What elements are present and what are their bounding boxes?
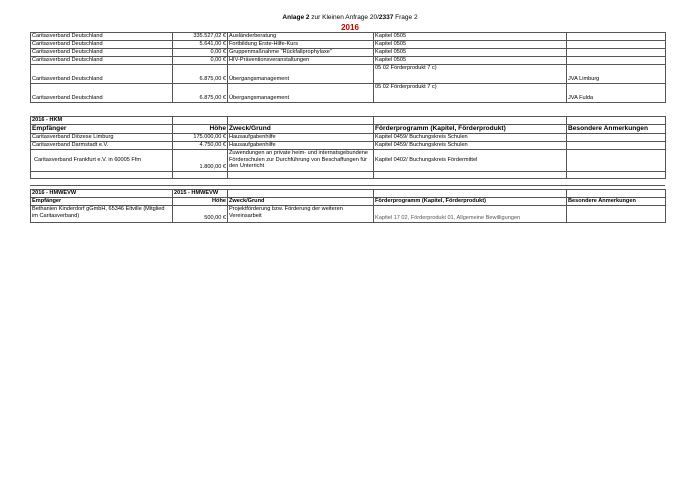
column-header-foerder: Förderprogramm (Kapitel, Förderprodukt) <box>374 125 567 134</box>
header-row <box>31 198 666 206</box>
cell-anm <box>567 57 666 65</box>
cell-hoehe: 175.000,00 € <box>173 134 228 142</box>
section-title-hkm: 2016 - HKM <box>31 117 173 125</box>
cell-foerder: Kapitel 0505 <box>374 57 567 65</box>
cell-anm: JVA Limburg <box>567 65 666 84</box>
cell-empfaenger: Caritasverband Deutschland <box>31 33 173 41</box>
table-row <box>31 206 666 223</box>
cell-zweck: Hausaufgabenhilfe <box>228 142 374 150</box>
column-header-zweck: Zweck/Grund <box>228 125 374 134</box>
cell-hoehe: 4.750,00 € <box>173 142 228 150</box>
cell-empfaenger: Caritasverband Deutschland <box>31 49 173 57</box>
section-title-hmwevw-2015: 2015 - HMWEVW <box>173 190 228 198</box>
cell-empfaenger: Caritasverband Deutschland <box>31 41 173 49</box>
cell-zweck: Fortbildung Erste-Hilfe-Kurs <box>228 41 374 49</box>
cell-zweck: HIV-Präventionsveranstaltungen <box>228 57 374 65</box>
column-header-hoehe: Höhe <box>173 125 228 134</box>
header-number: 2337 <box>378 14 394 21</box>
cell-anm <box>567 150 666 172</box>
cell-foerder: Kapitel 0505 <box>374 49 567 57</box>
cell-anm <box>567 41 666 49</box>
cell-zweck: Projektförderung bzw. Förderung der weiteren Vereinsarbeit <box>228 206 374 223</box>
cell-foerder: Kapitel 0459/ Buchungskreis Schulen <box>374 134 567 142</box>
cell-anm: JVA Fulda <box>567 84 666 103</box>
cell-anm <box>567 134 666 142</box>
header-middle: zur Kleinen Anfrage 20/ <box>309 14 379 21</box>
cell-empfaenger: Caritasverband Frankfurt e.V. in 60005 Ffm <box>31 150 173 172</box>
column-header-hoehe: Höhe <box>173 198 228 206</box>
cell-hoehe: 0,00 € <box>173 49 228 57</box>
table-row <box>31 142 666 150</box>
cell-hoehe: 6.875,00 € <box>173 84 228 103</box>
cell-foerder: 05 02 Förderprodukt 7 c) <box>374 65 567 84</box>
cell-zweck: Übergangsmanagement <box>228 65 374 84</box>
cell-empfaenger: Caritasverband Deutschland <box>31 57 173 65</box>
cell-empfaenger: Caritasverband Deutschland <box>31 84 173 103</box>
section-title-hmwevw-2016: 2016 - HMWEVW <box>31 190 173 198</box>
header-prefix: Anlage 2 <box>282 14 310 21</box>
document-header <box>0 14 700 21</box>
cell-anm <box>567 142 666 150</box>
cell-anm <box>567 206 666 223</box>
cell-foerder: Kapitel 0402/ Buchungskreis Fördermittel <box>374 150 567 172</box>
cell-hoehe: 0,00 € <box>173 57 228 65</box>
cell-hoehe: 500,00 € <box>173 206 228 223</box>
cell-hoehe: 1.800,00 € <box>173 150 228 172</box>
cell-zweck: Gruppenmaßnahme "Rückfallprophylaxe" <box>228 49 374 57</box>
cell-foerder: Kapitel 0505 <box>374 41 567 49</box>
table-row <box>31 84 666 103</box>
cell-foerder: Kapitel 0459/ Buchungskreis Schulen <box>374 142 567 150</box>
year-title: 2016 <box>341 23 359 32</box>
cell-anm <box>567 33 666 41</box>
cell-anm <box>567 49 666 57</box>
cell-empfaenger: Bethanien Kinderdorf gGmbH, 65346 Eltville (Mitglied im Caritasverband) <box>31 206 173 223</box>
divider <box>30 185 665 186</box>
cell-empfaenger: Caritasverband Darmstadt e.V. <box>31 142 173 150</box>
column-header-empfaenger: Empfänger <box>31 125 173 134</box>
table-row <box>31 33 666 41</box>
cell-foerder: Kapitel 17 02, Förderprodukt 01, Allgemeine Bewilligungen <box>374 206 567 223</box>
section-row <box>31 190 666 198</box>
cell-hoehe: 5.641,00 € <box>173 41 228 49</box>
table-caritas-deutschland <box>30 32 666 103</box>
table-hkm <box>30 116 666 179</box>
spacer-row <box>31 172 666 179</box>
section-row <box>31 117 666 125</box>
table-row <box>31 65 666 84</box>
column-header-anm: Besondere Anmerkungen <box>567 125 666 134</box>
table-row <box>31 134 666 142</box>
header-row <box>31 125 666 134</box>
cell-zweck: Übergangsmanagement <box>228 84 374 103</box>
table-row <box>31 57 666 65</box>
table-row <box>31 150 666 172</box>
header-suffix: Frage 2 <box>393 14 418 21</box>
column-header-empfaenger: Empfänger <box>31 198 173 206</box>
cell-hoehe: 6.875,00 € <box>173 65 228 84</box>
cell-zweck: Hausaufgabenhilfe <box>228 134 374 142</box>
table-hmwevw <box>30 189 666 223</box>
cell-empfaenger: Caritasverband Diözese Limburg <box>31 134 173 142</box>
table-row <box>31 41 666 49</box>
table-row <box>31 49 666 57</box>
cell-zweck: Zuwendungen an private heim- und internatsgebundene Förderschulen zur Durchführung von Beschaffungen für den Unterricht <box>228 150 374 172</box>
cell-zweck: Ausländerberatung <box>228 33 374 41</box>
cell-foerder: Kapitel 0505 <box>374 33 567 41</box>
cell-empfaenger: Caritasverband Deutschland <box>31 65 173 84</box>
column-header-foerder: Förderprogramm (Kapitel, Förderprodukt) <box>374 198 567 206</box>
column-header-zweck: Zweck/Grund <box>228 198 374 206</box>
column-header-anm: Besondere Anmerkungen <box>567 198 666 206</box>
cell-foerder: 05 02 Förderprodukt 7 c) <box>374 84 567 103</box>
cell-hoehe: 335.527,02 € <box>173 33 228 41</box>
